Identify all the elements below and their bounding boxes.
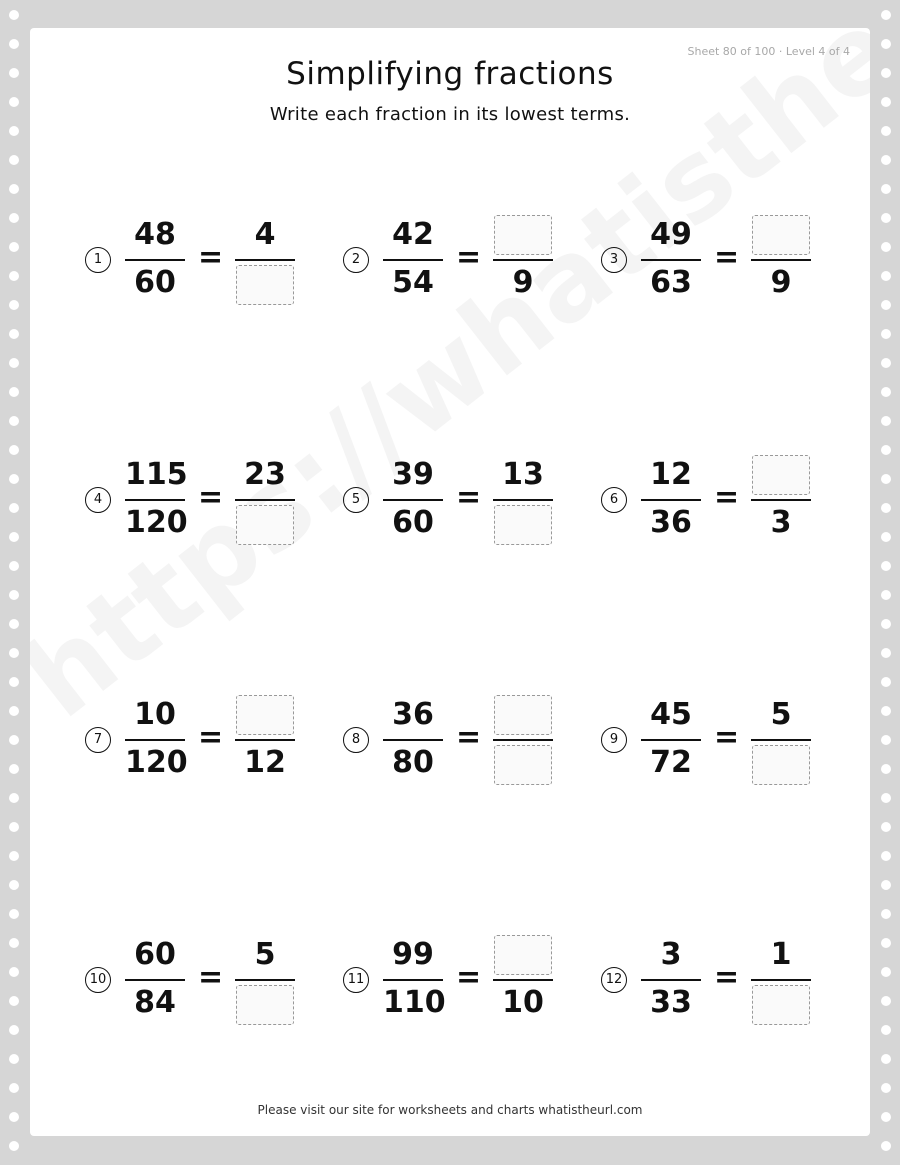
border-dot [9,184,19,194]
border-dot [881,1054,891,1064]
border-dot [9,155,19,165]
given-fraction [383,930,446,1030]
border-dot [881,764,891,774]
numerator: 99 [392,937,434,972]
fraction-bar [493,259,553,261]
given-fraction [641,450,701,550]
fraction-bar [641,979,701,981]
border-dot [881,735,891,745]
denominator: 10 [502,985,544,1020]
denominator: 60 [134,265,176,300]
numerator: 4 [254,217,276,252]
answer-box-denominator[interactable] [236,265,294,305]
given-fraction [641,930,701,1030]
border-dot [881,561,891,571]
instruction-text: Write each fraction in its lowest terms. [269,104,631,125]
numerator: 60 [134,937,176,972]
problem-number: 12 [601,967,627,993]
border-dot [9,619,19,629]
border-dot [881,68,891,78]
border-dot [881,271,891,281]
equals-sign: = [714,720,740,755]
given-fraction [125,930,185,1030]
problem-1 [85,210,325,310]
border-dot [881,793,891,803]
border-dot [9,474,19,484]
fraction-bar [751,499,811,501]
border-dot [9,822,19,832]
border-dot [881,242,891,252]
border-dot [881,996,891,1006]
border-dot [9,764,19,774]
problem-number: 11 [343,967,369,993]
border-dot [9,387,19,397]
answer-box-denominator[interactable] [752,745,810,785]
denominator: 110 [383,985,446,1020]
border-dot [881,97,891,107]
answer-box-numerator[interactable] [494,695,552,735]
border-dot [881,967,891,977]
fraction-bar [235,259,295,261]
border-dot [881,1025,891,1035]
border-dot [881,184,891,194]
answer-box-denominator[interactable] [494,745,552,785]
equals-sign: = [714,240,740,275]
fraction-bar [641,259,701,261]
simplified-fraction [493,930,553,1030]
simplified-fraction [751,690,811,790]
equals-sign: = [198,480,224,515]
border-dot [9,706,19,716]
numerator: 23 [244,457,286,492]
border-dot [9,1054,19,1064]
numerator: 48 [134,217,176,252]
problem-9 [601,690,841,790]
border-dot [881,358,891,368]
border-dot [881,155,891,165]
border-dot [881,213,891,223]
fraction-bar [125,499,185,501]
numerator: 36 [392,697,434,732]
denominator: 63 [650,265,692,300]
answer-box-denominator[interactable] [236,985,294,1025]
denominator: 60 [392,505,434,540]
fraction-bar [235,739,295,741]
problem-number: 10 [85,967,111,993]
answer-box-numerator[interactable] [494,215,552,255]
given-fraction [383,210,443,310]
problem-7 [85,690,325,790]
border-dot [881,706,891,716]
border-dot [881,10,891,20]
border-dot [881,1141,891,1151]
equals-sign: = [198,960,224,995]
border-dot [9,1141,19,1151]
border-dot [9,329,19,339]
problem-number: 4 [85,487,111,513]
denominator: 33 [650,985,692,1020]
problem-2 [343,210,583,310]
border-dot [9,648,19,658]
border-dot [881,445,891,455]
simplified-fraction [235,930,295,1030]
numerator: 10 [134,697,176,732]
border-dot [9,532,19,542]
fraction-bar [751,739,811,741]
problem-number: 6 [601,487,627,513]
problem-6 [601,450,841,550]
border-dot [9,1025,19,1035]
simplified-fraction [751,210,811,310]
fraction-bar [751,259,811,261]
fraction-bar [383,499,443,501]
numerator: 49 [650,217,692,252]
problem-number: 8 [343,727,369,753]
numerator: 5 [770,697,792,732]
border-dot [881,39,891,49]
given-fraction [641,690,701,790]
numerator: 3 [660,937,682,972]
border-dot [881,909,891,919]
border-dot [9,39,19,49]
border-dot [881,416,891,426]
border-dot [9,271,19,281]
answer-box-numerator[interactable] [752,215,810,255]
border-dot [9,445,19,455]
fraction-bar [383,259,443,261]
problem-number: 3 [601,247,627,273]
border-dot [9,126,19,136]
simplified-fraction [235,210,295,310]
simplified-fraction [751,930,811,1030]
problem-12 [601,930,841,1030]
footer-note: Please visit our site for worksheets and charts whatistheurl.com [257,1103,643,1117]
border-dot [9,1083,19,1093]
problem-number: 5 [343,487,369,513]
problem-10 [85,930,325,1030]
border-dot [881,590,891,600]
fraction-bar [493,979,553,981]
denominator: 72 [650,745,692,780]
equals-sign: = [456,480,482,515]
border-dot [9,213,19,223]
denominator: 36 [650,505,692,540]
given-fraction [125,210,185,310]
fraction-bar [641,499,701,501]
border-dot [9,242,19,252]
numerator: 115 [125,457,188,492]
denominator: 9 [512,265,534,300]
equals-sign: = [198,240,224,275]
fraction-bar [493,499,553,501]
problem-5 [343,450,583,550]
simplified-fraction [493,210,553,310]
border-dot [9,10,19,20]
denominator: 120 [125,505,188,540]
border-dot [881,677,891,687]
simplified-fraction [235,450,295,550]
problem-3 [601,210,841,310]
given-fraction [383,690,443,790]
border-dot [9,590,19,600]
fraction-bar [125,259,185,261]
problem-11 [343,930,583,1030]
border-dot [881,503,891,513]
denominator: 9 [770,265,792,300]
simplified-fraction [235,690,295,790]
problem-8 [343,690,583,790]
border-dot [9,851,19,861]
simplified-fraction [493,690,553,790]
border-dot [9,735,19,745]
equals-sign: = [456,240,482,275]
fraction-bar [383,739,443,741]
denominator: 120 [125,745,188,780]
border-dot [881,329,891,339]
fraction-bar [235,979,295,981]
border-dot [9,996,19,1006]
border-dot [9,880,19,890]
border-dot [9,416,19,426]
answer-box-numerator[interactable] [752,455,810,495]
border-dot [9,503,19,513]
fraction-bar [751,979,811,981]
answer-box-numerator[interactable] [494,935,552,975]
fraction-bar [383,979,443,981]
denominator: 84 [134,985,176,1020]
given-fraction [125,690,188,790]
equals-sign: = [198,720,224,755]
equals-sign: = [714,480,740,515]
equals-sign: = [456,960,482,995]
border-dot [881,532,891,542]
given-fraction [383,450,443,550]
problem-number: 7 [85,727,111,753]
border-dot [881,938,891,948]
equals-sign: = [456,720,482,755]
border-dot [881,126,891,136]
numerator: 45 [650,697,692,732]
page-title: Simplifying fractions [286,56,614,92]
equals-sign: = [714,960,740,995]
numerator: 5 [254,937,276,972]
fraction-bar [235,499,295,501]
problem-4 [85,450,325,550]
sheet-info: Sheet 80 of 100 · Level 4 of 4 [687,45,850,58]
denominator: 12 [244,745,286,780]
denominator: 54 [392,265,434,300]
fraction-bar [493,739,553,741]
border-dot [9,358,19,368]
worksheet-page [30,28,870,1136]
numerator: 39 [392,457,434,492]
border-dot [9,938,19,948]
fraction-bar [641,739,701,741]
answer-box-denominator[interactable] [494,505,552,545]
problem-number: 2 [343,247,369,273]
fraction-bar [125,979,185,981]
border-dot [9,793,19,803]
border-dot [881,300,891,310]
border-dot [9,677,19,687]
simplified-fraction [493,450,553,550]
answer-box-numerator[interactable] [236,695,294,735]
border-dot [881,880,891,890]
border-dot [9,97,19,107]
border-dot [9,909,19,919]
simplified-fraction [751,450,811,550]
given-fraction [641,210,701,310]
border-dot [881,822,891,832]
border-dot [881,648,891,658]
problem-number: 9 [601,727,627,753]
border-dot [881,474,891,484]
border-dot [9,1112,19,1122]
problem-number: 1 [85,247,111,273]
denominator: 3 [770,505,792,540]
border-dot [881,851,891,861]
given-fraction [125,450,188,550]
border-dot [9,300,19,310]
numerator: 12 [650,457,692,492]
fraction-bar [125,739,185,741]
border-dot [9,68,19,78]
border-dot [881,1083,891,1093]
numerator: 13 [502,457,544,492]
border-dot [9,561,19,571]
numerator: 42 [392,217,434,252]
answer-box-denominator[interactable] [236,505,294,545]
numerator: 1 [770,937,792,972]
border-dot [881,619,891,629]
answer-box-denominator[interactable] [752,985,810,1025]
denominator: 80 [392,745,434,780]
border-dot [9,967,19,977]
border-dot [881,1112,891,1122]
watermark [30,28,870,742]
border-dot [881,387,891,397]
